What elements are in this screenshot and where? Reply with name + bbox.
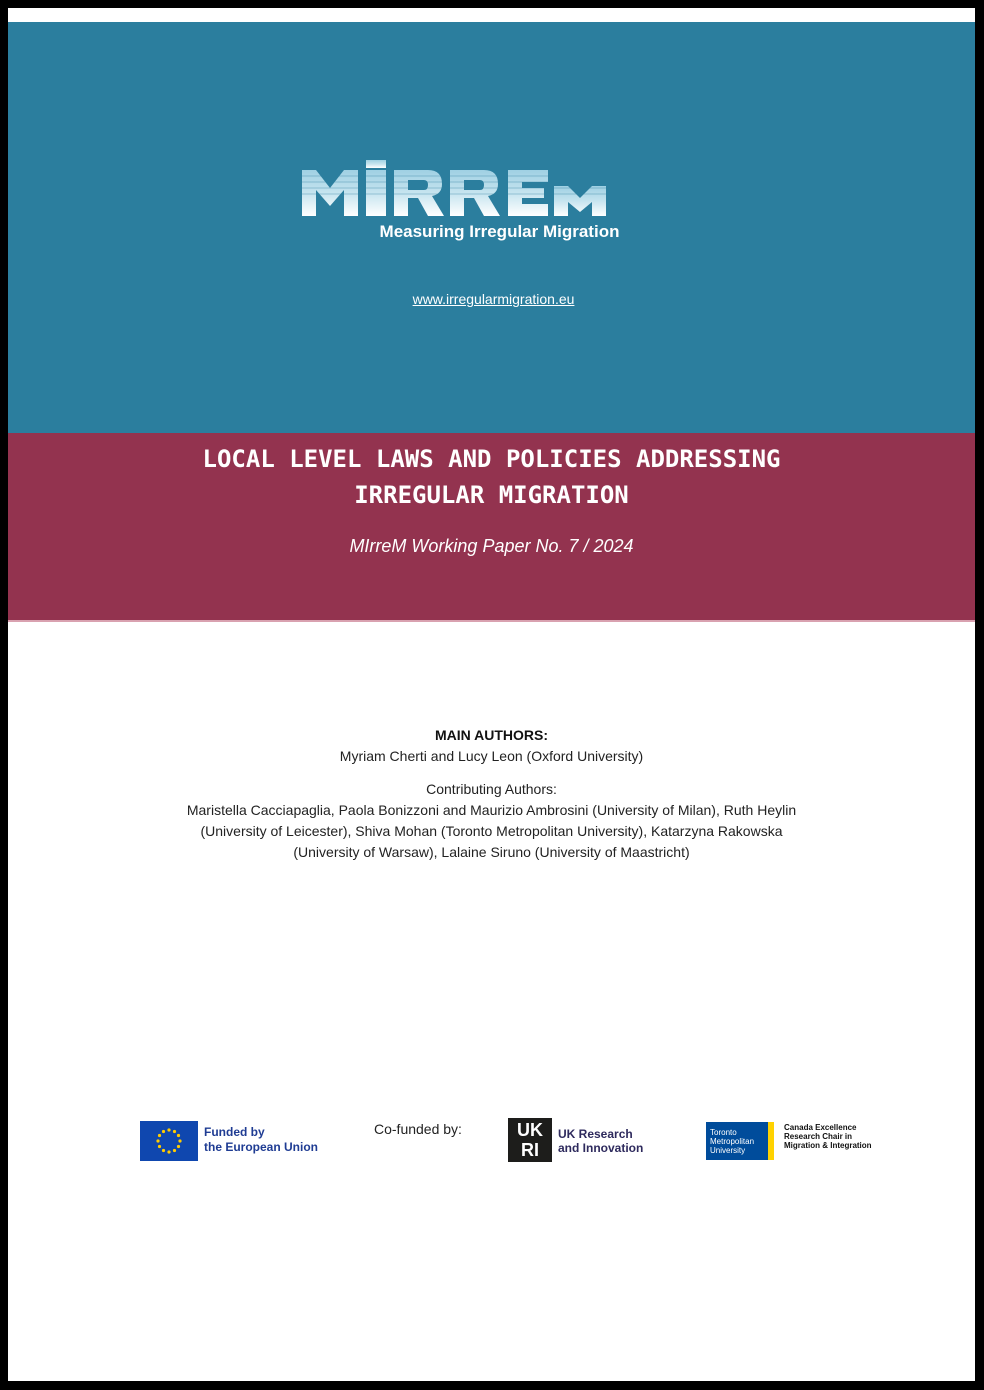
tmu-logo-line-2: Metropolitan bbox=[710, 1137, 755, 1146]
title-line-2: IRREGULAR MIGRATION bbox=[354, 481, 629, 509]
eu-funding-text bbox=[204, 1125, 318, 1155]
mirrem-wordmark bbox=[298, 156, 698, 226]
website-link[interactable]: www.irregularmigration.eu bbox=[412, 291, 575, 307]
eu-stars-icon bbox=[140, 1121, 198, 1161]
tmu-logo-icon bbox=[706, 1122, 774, 1160]
eu-text-line-1: Funded by bbox=[204, 1125, 265, 1139]
title-line-1: LOCAL LEVEL LAWS AND POLICIES ADDRESSING bbox=[202, 445, 781, 473]
tmu-logo-line-1: Toronto bbox=[710, 1128, 737, 1137]
eu-text-line-2: the European Union bbox=[204, 1140, 318, 1154]
logo-subtitle: Measuring Irregular Migration bbox=[379, 222, 620, 241]
cerc-text bbox=[784, 1123, 904, 1150]
mirrem-logo bbox=[8, 156, 975, 256]
main-authors-label: MAIN AUTHORS: bbox=[434, 727, 549, 743]
cerc-text-line-2: Research Chair in bbox=[784, 1132, 853, 1141]
ukri-logo-line-2: RI bbox=[521, 1140, 539, 1160]
cerc-text-line-1: Canada Excellence bbox=[784, 1123, 857, 1132]
contrib-line-3: (University of Warsaw), Lalaine Siruno (University of Maastricht) bbox=[293, 844, 690, 860]
cofunded-label: Co-funded by: bbox=[374, 1121, 462, 1137]
ukri-logo-icon bbox=[508, 1118, 552, 1162]
contributing-authors-label: Contributing Authors: bbox=[426, 781, 557, 797]
main-authors: Myriam Cherti and Lucy Leon (Oxford University) bbox=[339, 748, 644, 764]
tmu-logo-line-3: University bbox=[710, 1146, 746, 1155]
document-page bbox=[8, 8, 975, 1381]
cerc-text-line-3: Migration & Integration bbox=[784, 1141, 872, 1150]
document-title bbox=[8, 441, 975, 513]
contrib-line-2: (University of Leicester), Shiva Mohan (Toronto Metropolitan University), Katarzyna Rakowska bbox=[200, 823, 783, 839]
ukri-text-line-2: and Innovation bbox=[558, 1141, 644, 1155]
working-paper-number: MIrreM Working Paper No. 7 / 2024 bbox=[349, 536, 634, 556]
ukri-text-line-1: UK Research bbox=[558, 1127, 633, 1141]
contrib-line-1: Maristella Cacciapaglia, Paola Bonizzoni and Maurizio Ambrosini (University of Milan), Ruth Heylin bbox=[186, 802, 797, 818]
authors-section bbox=[8, 725, 975, 863]
ukri-logo-line-1: UK bbox=[517, 1120, 543, 1140]
funders-footer bbox=[8, 1118, 975, 1168]
ukri-text bbox=[558, 1127, 643, 1155]
eu-flag-icon bbox=[140, 1121, 198, 1161]
contributing-authors bbox=[112, 800, 872, 863]
